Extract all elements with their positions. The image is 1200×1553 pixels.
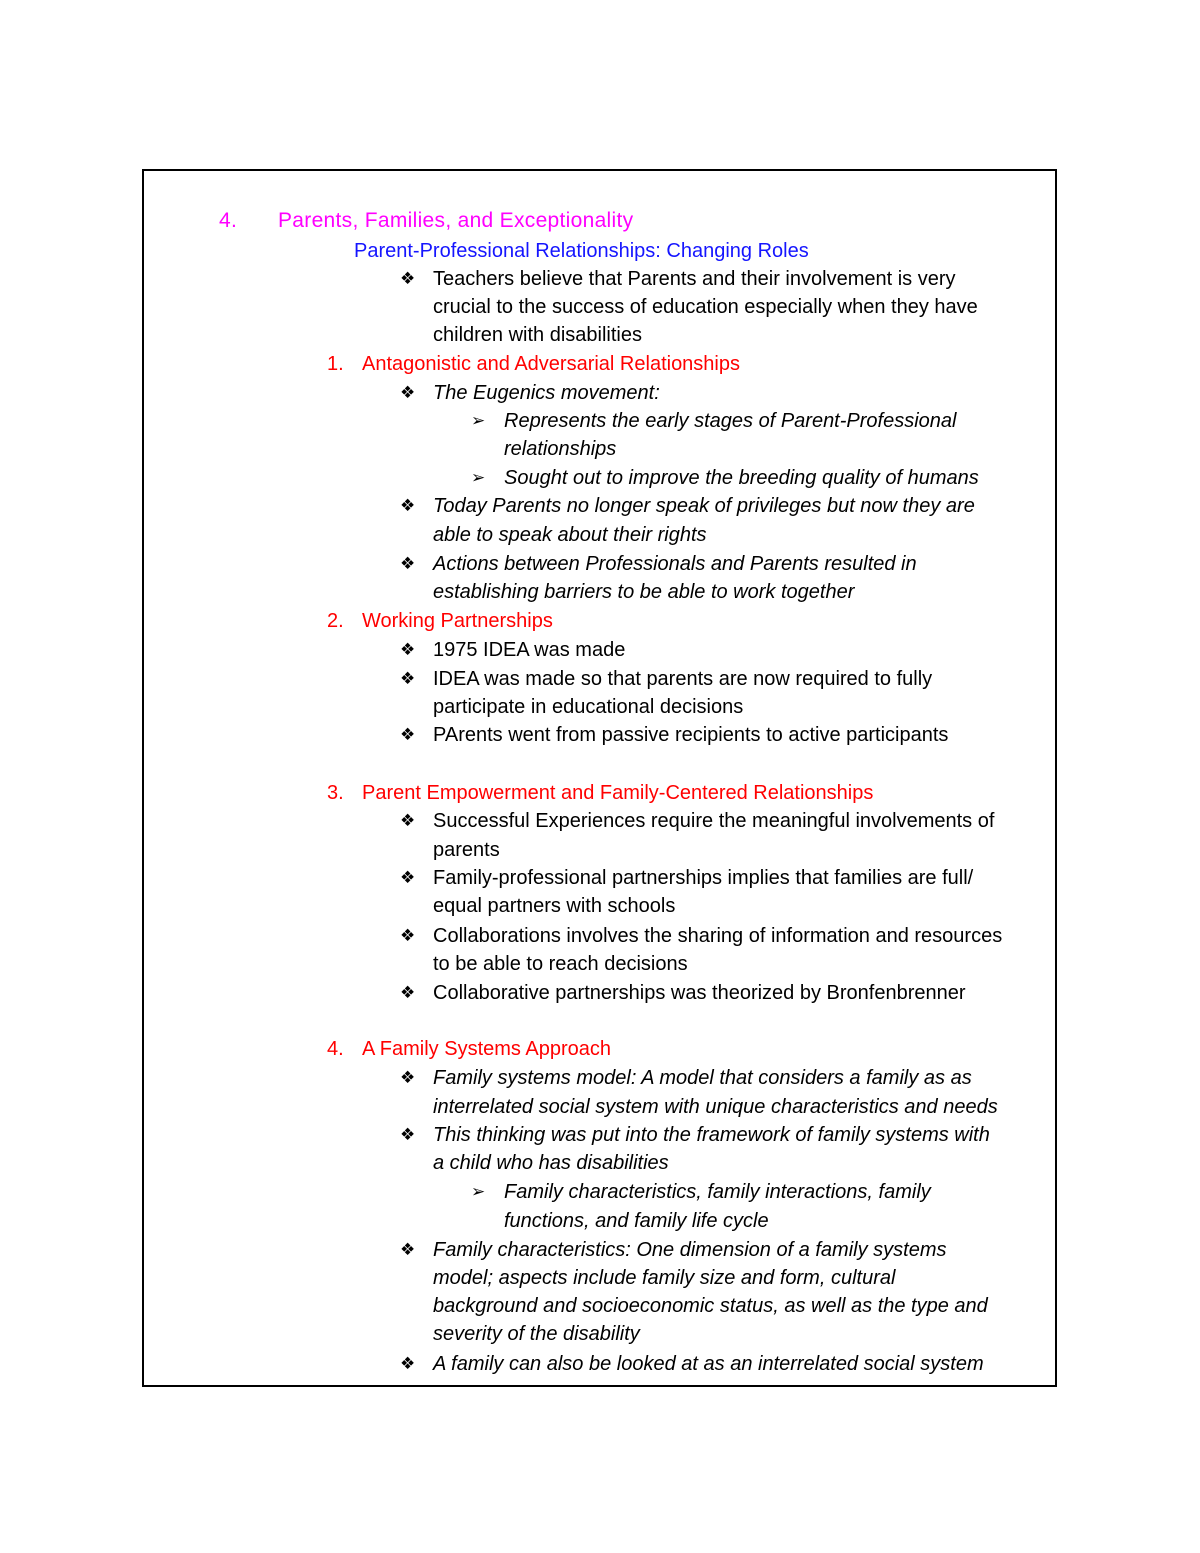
bullet-text: background and socioeconomic status, as well as the type and	[433, 1295, 988, 1317]
sub-bullet-text: functions, and family life cycle	[504, 1210, 769, 1232]
bullet-text: equal partners with schools	[433, 895, 676, 917]
arrow-bullet-icon: ➢	[471, 1182, 486, 1201]
diamond-bullet-icon: ❖	[400, 868, 416, 887]
bullet-text: 1975 IDEA was made	[433, 639, 626, 661]
bullet-text: Family systems model: A model that considers a family as as	[433, 1067, 972, 1089]
bullet-text: PArents went from passive recipients to active participants	[433, 724, 949, 746]
section-title: Parents, Families, and Exceptionality	[278, 209, 634, 232]
bullet-text: IDEA was made so that parents are now required to fully	[433, 668, 933, 690]
section-number: 4.	[219, 209, 238, 232]
bullet-text: severity of the disability	[433, 1323, 640, 1345]
diamond-bullet-icon: ❖	[400, 1354, 416, 1373]
diamond-bullet-icon: ❖	[400, 983, 416, 1002]
bullet-text: Teachers believe that Parents and their involvement is very	[433, 268, 956, 290]
bullet-text: establishing barriers to be able to work together	[433, 581, 855, 603]
bullet-text: children with disabilities	[433, 324, 642, 346]
bullet-text: interrelated social system with unique characteristics and needs	[433, 1096, 998, 1118]
subsection-heading: Antagonistic and Adversarial Relationships	[362, 353, 740, 375]
bullet-text: Collaborations involves the sharing of information and resources	[433, 925, 1003, 947]
diamond-bullet-icon: ❖	[400, 811, 416, 830]
bullet-text: Family-professional partnerships implies that families are full/	[433, 867, 974, 889]
sub-bullet-text: Represents the early stages of Parent-Professional	[504, 410, 957, 432]
subsection-number: 1.	[327, 353, 344, 375]
subsection-heading: Working Partnerships	[362, 610, 553, 632]
subsection-heading: A Family Systems Approach	[362, 1038, 611, 1060]
diamond-bullet-icon: ❖	[400, 669, 416, 688]
diamond-bullet-icon: ❖	[400, 269, 416, 288]
sub-bullet-text: Sought out to improve the breeding quality of humans	[504, 467, 979, 489]
diamond-bullet-icon: ❖	[400, 1240, 416, 1259]
sub-bullet-text: Family characteristics, family interactions, family	[504, 1181, 931, 1203]
diamond-bullet-icon: ❖	[400, 496, 416, 515]
diamond-bullet-icon: ❖	[400, 926, 416, 945]
bullet-text: crucial to the success of education especially when they have	[433, 296, 978, 318]
subsection-number: 3.	[327, 782, 344, 804]
arrow-bullet-icon: ➢	[471, 411, 486, 430]
diamond-bullet-icon: ❖	[400, 383, 416, 402]
bullet-text: Actions between Professionals and Parents resulted in	[433, 553, 917, 575]
bullet-text: Family characteristics: One dimension of a family systems	[433, 1239, 947, 1261]
subsection-number: 4.	[327, 1038, 344, 1060]
arrow-bullet-icon: ➢	[471, 468, 486, 487]
bullet-text: A family can also be looked at as an interrelated social system	[433, 1353, 984, 1375]
subsection-heading: Parent Empowerment and Family-Centered Relationships	[362, 782, 874, 804]
diamond-bullet-icon: ❖	[400, 554, 416, 573]
bullet-text: able to speak about their rights	[433, 524, 707, 546]
subsection-number: 2.	[327, 610, 344, 632]
bullet-text: Today Parents no longer speak of privileges but now they are	[433, 495, 975, 517]
bullet-text: participate in educational decisions	[433, 696, 744, 718]
bullet-text: Successful Experiences require the meaningful involvements of	[433, 810, 995, 832]
sub-bullet-text: relationships	[504, 438, 617, 460]
diamond-bullet-icon: ❖	[400, 640, 416, 659]
diamond-bullet-icon: ❖	[400, 1125, 416, 1144]
bullet-text: parents	[433, 839, 500, 861]
bullet-text: a child who has disabilities	[433, 1152, 669, 1174]
bullet-text: The Eugenics movement:	[433, 382, 660, 404]
diamond-bullet-icon: ❖	[400, 1068, 416, 1087]
bullet-text: Collaborative partnerships was theorized by Bronfenbrenner	[433, 982, 966, 1004]
bullet-text: model; aspects include family size and form, cultural	[433, 1267, 896, 1289]
bullet-text: This thinking was put into the framework of family systems with	[433, 1124, 990, 1146]
bullet-text: to be able to reach decisions	[433, 953, 688, 975]
section-subtitle: Parent-Professional Relationships: Changing Roles	[354, 240, 809, 262]
diamond-bullet-icon: ❖	[400, 725, 416, 744]
